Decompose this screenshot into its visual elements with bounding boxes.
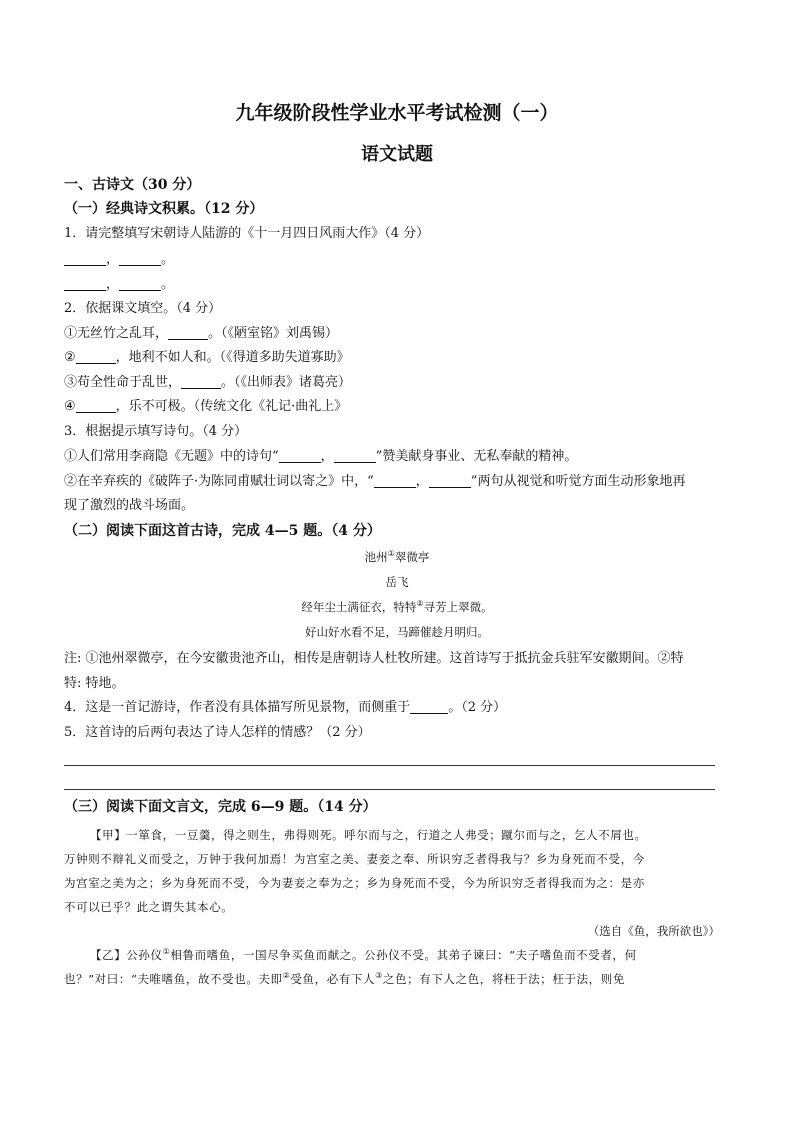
passage-jia-source: （选自《鱼，我所欲也》）: [587, 924, 720, 938]
answer-blank[interactable]: [168, 325, 208, 340]
question-3-item-1: ①人们常用李商隐《无题》中的诗句“ ， ”赞美献身事业、无私奉献的精神。: [64, 449, 578, 464]
poem-line-1: 经年尘土满征衣，特特②寻芳上翠微。: [301, 599, 493, 614]
question-3-item-2-cont: 现了激烈的战斗场面。: [64, 498, 195, 513]
passage-jia-line-3: 为宫室之美为之；乡为身死而不受，今为妻妾之奉为之；乡为身死而不受，今为所识穷乏者得我而为之：是亦: [64, 876, 645, 890]
answer-blank[interactable]: [76, 349, 116, 364]
page-subtitle: 语文试题: [361, 144, 433, 165]
question-1-line-2: ， 。: [64, 276, 174, 294]
question-2-stem: 2．依据课文填空。（4 分）: [64, 301, 222, 316]
answer-blank[interactable]: [181, 374, 221, 389]
answer-blank[interactable]: [429, 473, 471, 488]
part-2-heading: （二）阅读下面这首古诗，完成 4—5 题。（4 分）: [64, 523, 381, 539]
answer-line[interactable]: [64, 765, 715, 766]
question-3-stem: 3．根据提示填写诗句。（4 分）: [64, 424, 248, 439]
question-1-stem: 1．请完整填写宋朝诗人陆游的《十一月四日风雨大作》（4 分）: [64, 226, 430, 241]
passage-yi-line-2: 也？”对曰：“夫唯嗜鱼，故不受也。夫即②受鱼，必有下人③之色；有下人之色，将枉于法；枉于法，则免: [64, 971, 625, 986]
question-1-line-1: ， 。: [64, 251, 174, 269]
passage-jia-line-4: 不可以已乎？此之谓失其本心。: [64, 900, 234, 914]
part-1-heading: （一）经典诗文积累。（12 分）: [64, 201, 264, 217]
poem-note: 注: ①池州翠微亭，在今安徽贵池齐山，相传是唐朝诗人杜牧所建。这首诗写于抵抗金兵驻军安徽期间。②特: [64, 651, 684, 666]
question-2-item-3: ③苟全性命于乱世， 。（《出师表》诸葛亮）: [64, 375, 352, 390]
question-2-item-2: ② ，地利不如人和。（《得道多助失道寡助》: [64, 350, 350, 365]
poem-author: 岳飞: [385, 575, 409, 589]
answer-blank[interactable]: [374, 473, 416, 488]
question-2-item-1: ①无丝竹之乱耳， 。（《陋室铭》刘禹锡）: [64, 326, 339, 341]
answer-blank[interactable]: [279, 448, 321, 463]
poem-line-2: 好山好水看不足，马蹄催趁月明归。: [305, 625, 489, 639]
answer-line[interactable]: [64, 789, 715, 790]
question-3-item-2: ②在辛弃疾的《破阵子·为陈同甫赋壮词以寄之》中，“ ， ”两句从视觉和听觉方面生动形象地再: [64, 474, 686, 489]
answer-blank[interactable]: [76, 398, 116, 413]
passage-yi-line-1: 【乙】公孙仪①相鲁而嗜鱼，一国尽争买鱼而献之。公孙仪不受。其弟子谏曰：“夫子嗜鱼而不受者，何: [90, 947, 637, 962]
answer-blank[interactable]: [119, 251, 161, 266]
answer-blank[interactable]: [119, 276, 161, 291]
answer-blank[interactable]: [334, 448, 376, 463]
question-2-item-4: ④ ，乐不可极。（传统文化《礼记·曲礼上》: [64, 399, 348, 414]
poem-title: 池州①翠微亭: [364, 549, 430, 564]
answer-blank[interactable]: [64, 276, 106, 291]
poem-note-cont: 特: 特地。: [64, 676, 125, 691]
answer-blank[interactable]: [410, 699, 448, 714]
question-4: 4．这是一首记游诗，作者没有具体描写所见景物，而侧重于 。（2 分）: [64, 700, 507, 715]
passage-jia-line-2: 万钟则不辩礼义而受之，万钟于我何加焉！为宫室之美、妻妾之奉、所识穷乏者得我与？乡为身死而不受，今: [64, 852, 645, 866]
part-3-heading: （三）阅读下面文言文，完成 6—9 题。（14 分）: [64, 799, 377, 815]
passage-jia-line-1: 【甲】一箪食，一豆羹，得之则生，弗得则死。呼尔而与之，行道之人弗受；蹴尔而与之，乞人不屑也。: [90, 828, 647, 842]
question-5: 5．这首诗的后两句表达了诗人怎样的情感？（2 分）: [64, 725, 371, 740]
page-title: 九年级阶段性学业水平考试检测（一）: [235, 102, 559, 124]
section-1-heading: 一、古诗文（30 分）: [64, 177, 201, 193]
answer-blank[interactable]: [64, 251, 106, 266]
